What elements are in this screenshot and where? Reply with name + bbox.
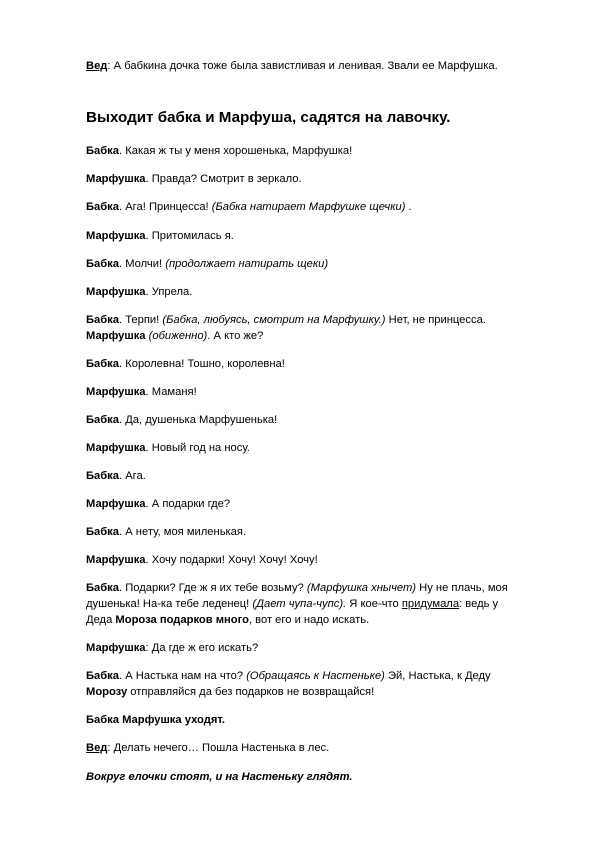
line-text: . Притомилась я.: [145, 230, 234, 242]
emphasis-text: Морозу: [86, 686, 128, 698]
dialogue-line: [86, 668, 526, 700]
stage-direction: (Бабка натирает Марфушке щечки): [211, 201, 406, 213]
line-text: Я кое-что: [346, 598, 402, 610]
dialogue-line: [86, 143, 526, 159]
line-text: . Подарки? Где ж я их тебе возьму?: [119, 582, 307, 594]
line-text: Эй, Настька, к Деду: [384, 670, 491, 682]
dialogue-line: [86, 356, 526, 372]
dialogue-line: [86, 171, 526, 187]
dialogue-line: [86, 468, 526, 484]
dialogue-line: [86, 228, 526, 244]
speaker-label: Бабка: [86, 201, 119, 213]
stage-direction: (Марфушка хнычет): [306, 582, 417, 594]
dialogue-line: [86, 412, 526, 428]
dialogue-line: [86, 440, 526, 456]
dialogue-line: [86, 496, 526, 512]
line-text: . А Настька нам на что?: [119, 670, 247, 682]
stage-exit-line: Бабка Марфушка уходят.: [86, 714, 225, 726]
speaker-label: Вед: [86, 742, 108, 754]
separator: :: [107, 742, 114, 754]
dialogue-line: [86, 552, 526, 568]
line-text: , вот его и надо искать.: [248, 614, 370, 626]
speaker-label: Бабка: [86, 358, 119, 370]
line-text: Ну не плачь, моя душенька! На-ка тебе леденец!: [86, 582, 508, 610]
line-text: . Правда? Смотрит в зеркало.: [145, 173, 302, 185]
separator: :: [107, 60, 114, 72]
line-text: . Ага.: [119, 470, 146, 482]
stage-direction: (Бабка, любуясь, смотрит на Марфушку.): [162, 314, 386, 326]
line-text: . Какая ж ты у меня хорошенька, Марфушка!: [119, 145, 353, 157]
dialogue-line: [86, 580, 526, 628]
line-text: А бабкина дочка тоже была завистливая и ленивая. Звали ее Марфушка.: [113, 60, 498, 72]
underlined-word: придумала: [401, 598, 460, 610]
line-text: : Да где ж его искать?: [145, 642, 259, 654]
speaker-label: Марфушка: [86, 230, 146, 242]
speaker-label: Марфушка: [86, 442, 146, 454]
dialogue-line: [86, 640, 526, 656]
speaker-label: Марфушка: [86, 173, 146, 185]
dialogue-line: [86, 256, 526, 272]
speaker-label: Марфушка: [86, 286, 146, 298]
dialogue-line: [86, 199, 526, 215]
dialogue-line: [86, 524, 526, 540]
line-text: . А подарки где?: [145, 498, 231, 510]
line-text: . Терпи!: [119, 314, 163, 326]
line-text: Делать нечего… Пошла Настенька в лес.: [113, 742, 330, 754]
narrator-line-2: [86, 740, 526, 756]
line-text: . Королевна! Тошно, королевна!: [119, 358, 285, 370]
stage-direction: (обиженно): [148, 330, 208, 342]
dialogue-line: [86, 284, 526, 300]
emphasis-text: Мороза подарков много: [115, 614, 249, 626]
line-text: . Хочу подарки! Хочу! Хочу! Хочу!: [145, 554, 318, 566]
speaker-label: Бабка: [86, 670, 119, 682]
stage-direction: (Дает чупа-чупс).: [252, 598, 347, 610]
line-text: . Молчи!: [119, 258, 166, 270]
line-text: .: [405, 201, 412, 213]
line-text: : ведь у Деда: [86, 598, 499, 626]
line-text: Нет, не принцесса.: [385, 314, 486, 326]
speaker-label: Марфушка: [86, 330, 146, 342]
dialogue-line: [86, 312, 526, 344]
speaker-label: Бабка: [86, 145, 119, 157]
speaker-label: Марфушка: [86, 386, 146, 398]
line-text: . Новый год на носу.: [145, 442, 250, 454]
line-text: . А кто же?: [207, 330, 264, 342]
narrator-line-1: [86, 58, 526, 74]
line-text: . Да, душенька Марфушенька!: [119, 414, 278, 426]
line-text: отправляйся да без подарков не возвращайся!: [127, 686, 375, 698]
line-text: . Упрела.: [145, 286, 193, 298]
stage-direction: (Обращаясь к Настеньке): [246, 670, 385, 682]
speaker-label: Бабка: [86, 582, 119, 594]
speaker-label: Бабка: [86, 526, 119, 538]
speaker-label: Марфушка: [86, 642, 146, 654]
dialogue-line: [86, 384, 526, 400]
speaker-label: Бабка: [86, 470, 119, 482]
speaker-label: Бабка: [86, 414, 119, 426]
song-line: Вокруг елочки стоят, и на Настеньку глядят.: [86, 771, 353, 783]
speaker-label: Вед: [86, 60, 108, 72]
line-text: . Маманя!: [145, 386, 197, 398]
line-text: . Ага! Принцесса!: [119, 201, 212, 213]
line-text: . А нету, моя миленькая.: [119, 526, 247, 538]
scene-heading: Выходит бабка и Марфуша, садятся на лавочку.: [86, 109, 451, 126]
speaker-label: Марфушка: [86, 498, 146, 510]
speaker-label: Марфушка: [86, 554, 146, 566]
stage-direction: (продолжает натирать щеки): [165, 258, 329, 270]
speaker-label: Бабка: [86, 314, 119, 326]
speaker-label: Бабка: [86, 258, 119, 270]
